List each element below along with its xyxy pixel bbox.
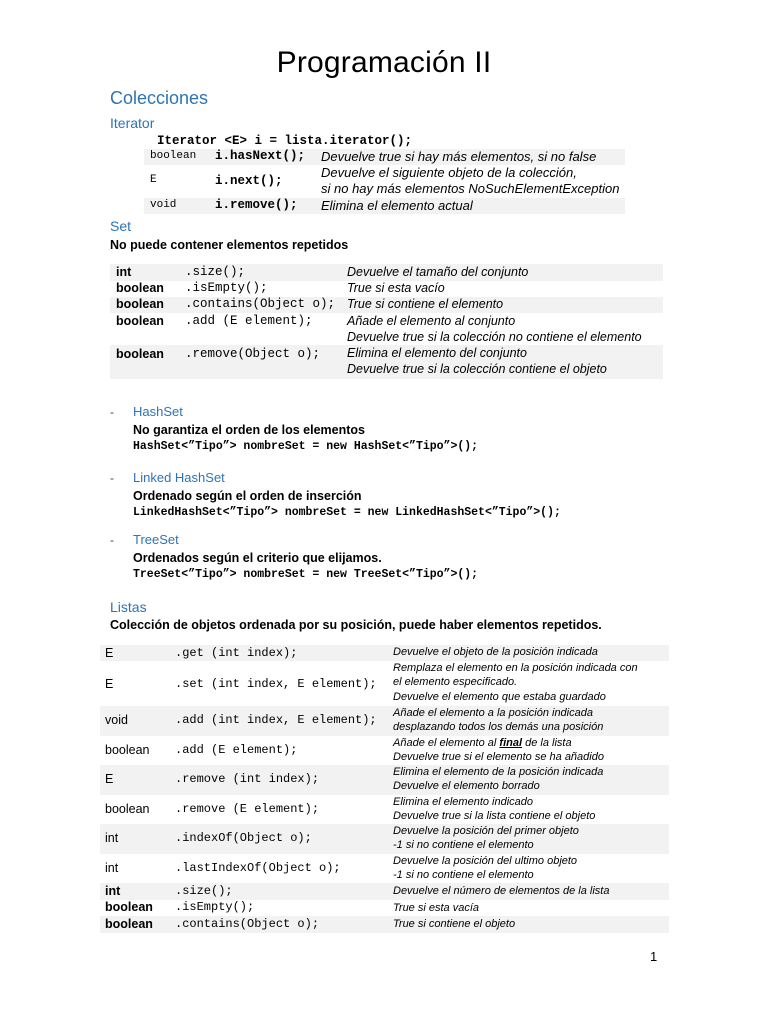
set-type: int [116, 265, 132, 279]
listas-desc: Añade el elemento a la posición indicada [393, 707, 593, 719]
set-method: .remove(Object o); [185, 347, 321, 361]
iterator-method: i.hasNext(); [215, 149, 306, 163]
set-heading: Set [110, 218, 132, 234]
listas-row [100, 795, 669, 824]
listas-method: .size(); [175, 884, 233, 898]
iterator-desc: Devuelve true si hay más elementos, si no false [321, 149, 597, 164]
set-type: boolean [116, 347, 164, 361]
iterator-desc: Elimina el elemento actual [321, 198, 473, 213]
linkedhashset-heading: Linked HashSet [133, 470, 225, 485]
treeset-heading: TreeSet [133, 532, 179, 547]
listas-desc-pre: Añade el elemento al [393, 737, 500, 749]
iterator-type: E [150, 174, 157, 186]
set-desc: Devuelve true si la colección no contiene el elemento [347, 330, 642, 344]
listas-type: boolean [105, 802, 150, 816]
listas-row [100, 736, 669, 765]
set-intro: No puede contener elementos repetidos [110, 238, 349, 252]
listas-desc-post: de la lista [522, 737, 572, 749]
set-row [110, 281, 663, 297]
set-row [110, 297, 663, 313]
set-type: boolean [116, 314, 164, 328]
iterator-type: void [150, 199, 177, 211]
listas-method: .get (int index); [175, 646, 298, 660]
listas-type: int [105, 884, 121, 898]
listas-desc: -1 si no contiene el elemento [393, 869, 534, 881]
section-title: Colecciones [110, 88, 209, 108]
listas-type: void [105, 713, 128, 727]
hashset-desc: No garantiza el orden de los elementos [133, 423, 366, 437]
set-row [110, 345, 663, 379]
page-title: Programación II [276, 46, 492, 79]
set-type: boolean [116, 281, 164, 295]
linkedhashset-desc: Ordenado según el orden de inserción [133, 489, 362, 503]
list-dash: - [110, 405, 114, 419]
set-desc: True si contiene el elemento [347, 297, 504, 311]
list-dash: - [110, 471, 114, 485]
listas-method: .lastIndexOf(Object o); [175, 861, 341, 875]
listas-desc: Remplaza el elemento en la posición indicada con [393, 662, 638, 674]
listas-desc: Devuelve la posición del primer objeto [393, 825, 579, 837]
treeset-code: TreeSet<”Tipo”> nombreSet = new TreeSet<”Tipo”>(); [133, 568, 479, 581]
listas-desc: Devuelve la posición del ultimo objeto [393, 855, 578, 867]
set-method: .isEmpty(); [185, 281, 268, 295]
iterator-type: boolean [150, 150, 197, 162]
listas-desc: el elemento especificado. [393, 676, 518, 688]
listas-row [100, 765, 669, 795]
listas-desc: Devuelve el número de elementos de la lista [393, 885, 610, 897]
listas-desc: Devuelve el elemento que estaba guardado [393, 691, 606, 703]
iterator-desc: Devuelve el siguiente objeto de la colección, [321, 165, 577, 180]
iterator-row [144, 149, 625, 165]
list-dash: - [110, 533, 114, 547]
set-method: .size(); [185, 265, 246, 279]
listas-row [100, 900, 669, 916]
listas-method: .remove (int index); [175, 772, 320, 786]
listas-method: .remove (E element); [175, 802, 320, 816]
set-row [110, 313, 663, 345]
treeset-desc: Ordenados según el criterio que elijamos. [133, 551, 382, 565]
listas-row [100, 706, 669, 736]
listas-method: .contains(Object o); [175, 917, 320, 931]
set-method: .add (E element); [185, 314, 313, 328]
listas-row [100, 645, 669, 661]
listas-row [100, 916, 669, 933]
listas-desc-emphasis: final [499, 737, 523, 749]
iterator-code-line: Iterator <E> i = lista.iterator(); [157, 134, 413, 148]
listas-type: boolean [105, 900, 153, 914]
listas-desc: Devuelve el objeto de la posición indicada [393, 646, 598, 658]
listas-row [100, 854, 669, 883]
iterator-method: i.remove(); [215, 198, 298, 212]
set-desc: Devuelve true si la colección contiene el objeto [347, 362, 607, 376]
linkedhashset-code: LinkedHashSet<”Tipo”> nombreSet = new LinkedHashSet<”Tipo”>(); [133, 506, 561, 519]
set-desc: Añade el elemento al conjunto [347, 314, 516, 328]
listas-intro: Colección de objetos ordenada por su posición, puede haber elementos repetidos. [110, 618, 602, 632]
listas-desc: Elimina el elemento indicado [393, 796, 534, 808]
listas-desc: Elimina el elemento de la posición indicada [393, 766, 604, 778]
listas-type: int [105, 831, 119, 845]
iterator-row [144, 198, 625, 214]
listas-heading: Listas [110, 599, 147, 615]
listas-method: .indexOf(Object o); [175, 831, 312, 845]
listas-method: .set (int index, E element); [175, 677, 377, 691]
listas-method: .add (int index, E element); [175, 713, 377, 727]
listas-desc: Devuelve true si el elemento se ha añadido [393, 751, 604, 763]
listas-row [100, 661, 669, 706]
listas-row [100, 883, 669, 900]
set-desc: True si esta vacío [347, 281, 445, 295]
listas-type: E [105, 646, 114, 660]
iterator-desc: si no hay más elementos NoSuchElementException [321, 181, 620, 196]
listas-type: E [105, 772, 114, 786]
listas-desc: -1 si no contiene el elemento [393, 839, 534, 851]
listas-method: .add (E element); [175, 743, 298, 757]
listas-type: boolean [105, 917, 153, 931]
listas-type: int [105, 861, 119, 875]
iterator-row [144, 165, 625, 197]
listas-desc: Devuelve true si la lista contiene el objeto [393, 810, 596, 822]
set-desc: Devuelve el tamaño del conjunto [347, 265, 529, 279]
listas-type: E [105, 677, 114, 691]
listas-type: boolean [105, 743, 150, 757]
listas-desc [393, 737, 572, 749]
listas-desc: True si contiene el objeto [393, 918, 516, 930]
set-row [110, 264, 663, 281]
listas-desc: desplazando todos los demás una posición [393, 721, 604, 733]
hashset-heading: HashSet [133, 404, 183, 419]
page-number: 1 [650, 949, 658, 964]
set-desc: Elimina el elemento del conjunto [347, 346, 527, 360]
listas-desc: True si esta vacía [393, 902, 479, 914]
iterator-method: i.next(); [215, 174, 283, 188]
iterator-heading: Iterator [110, 115, 155, 131]
listas-row [100, 824, 669, 854]
hashset-code: HashSet<”Tipo”> nombreSet = new HashSet<”Tipo”>(); [133, 440, 479, 453]
set-type: boolean [116, 297, 164, 311]
set-method: .contains(Object o); [185, 297, 336, 311]
listas-desc: Devuelve el elemento borrado [393, 780, 540, 792]
listas-method: .isEmpty(); [175, 900, 255, 914]
